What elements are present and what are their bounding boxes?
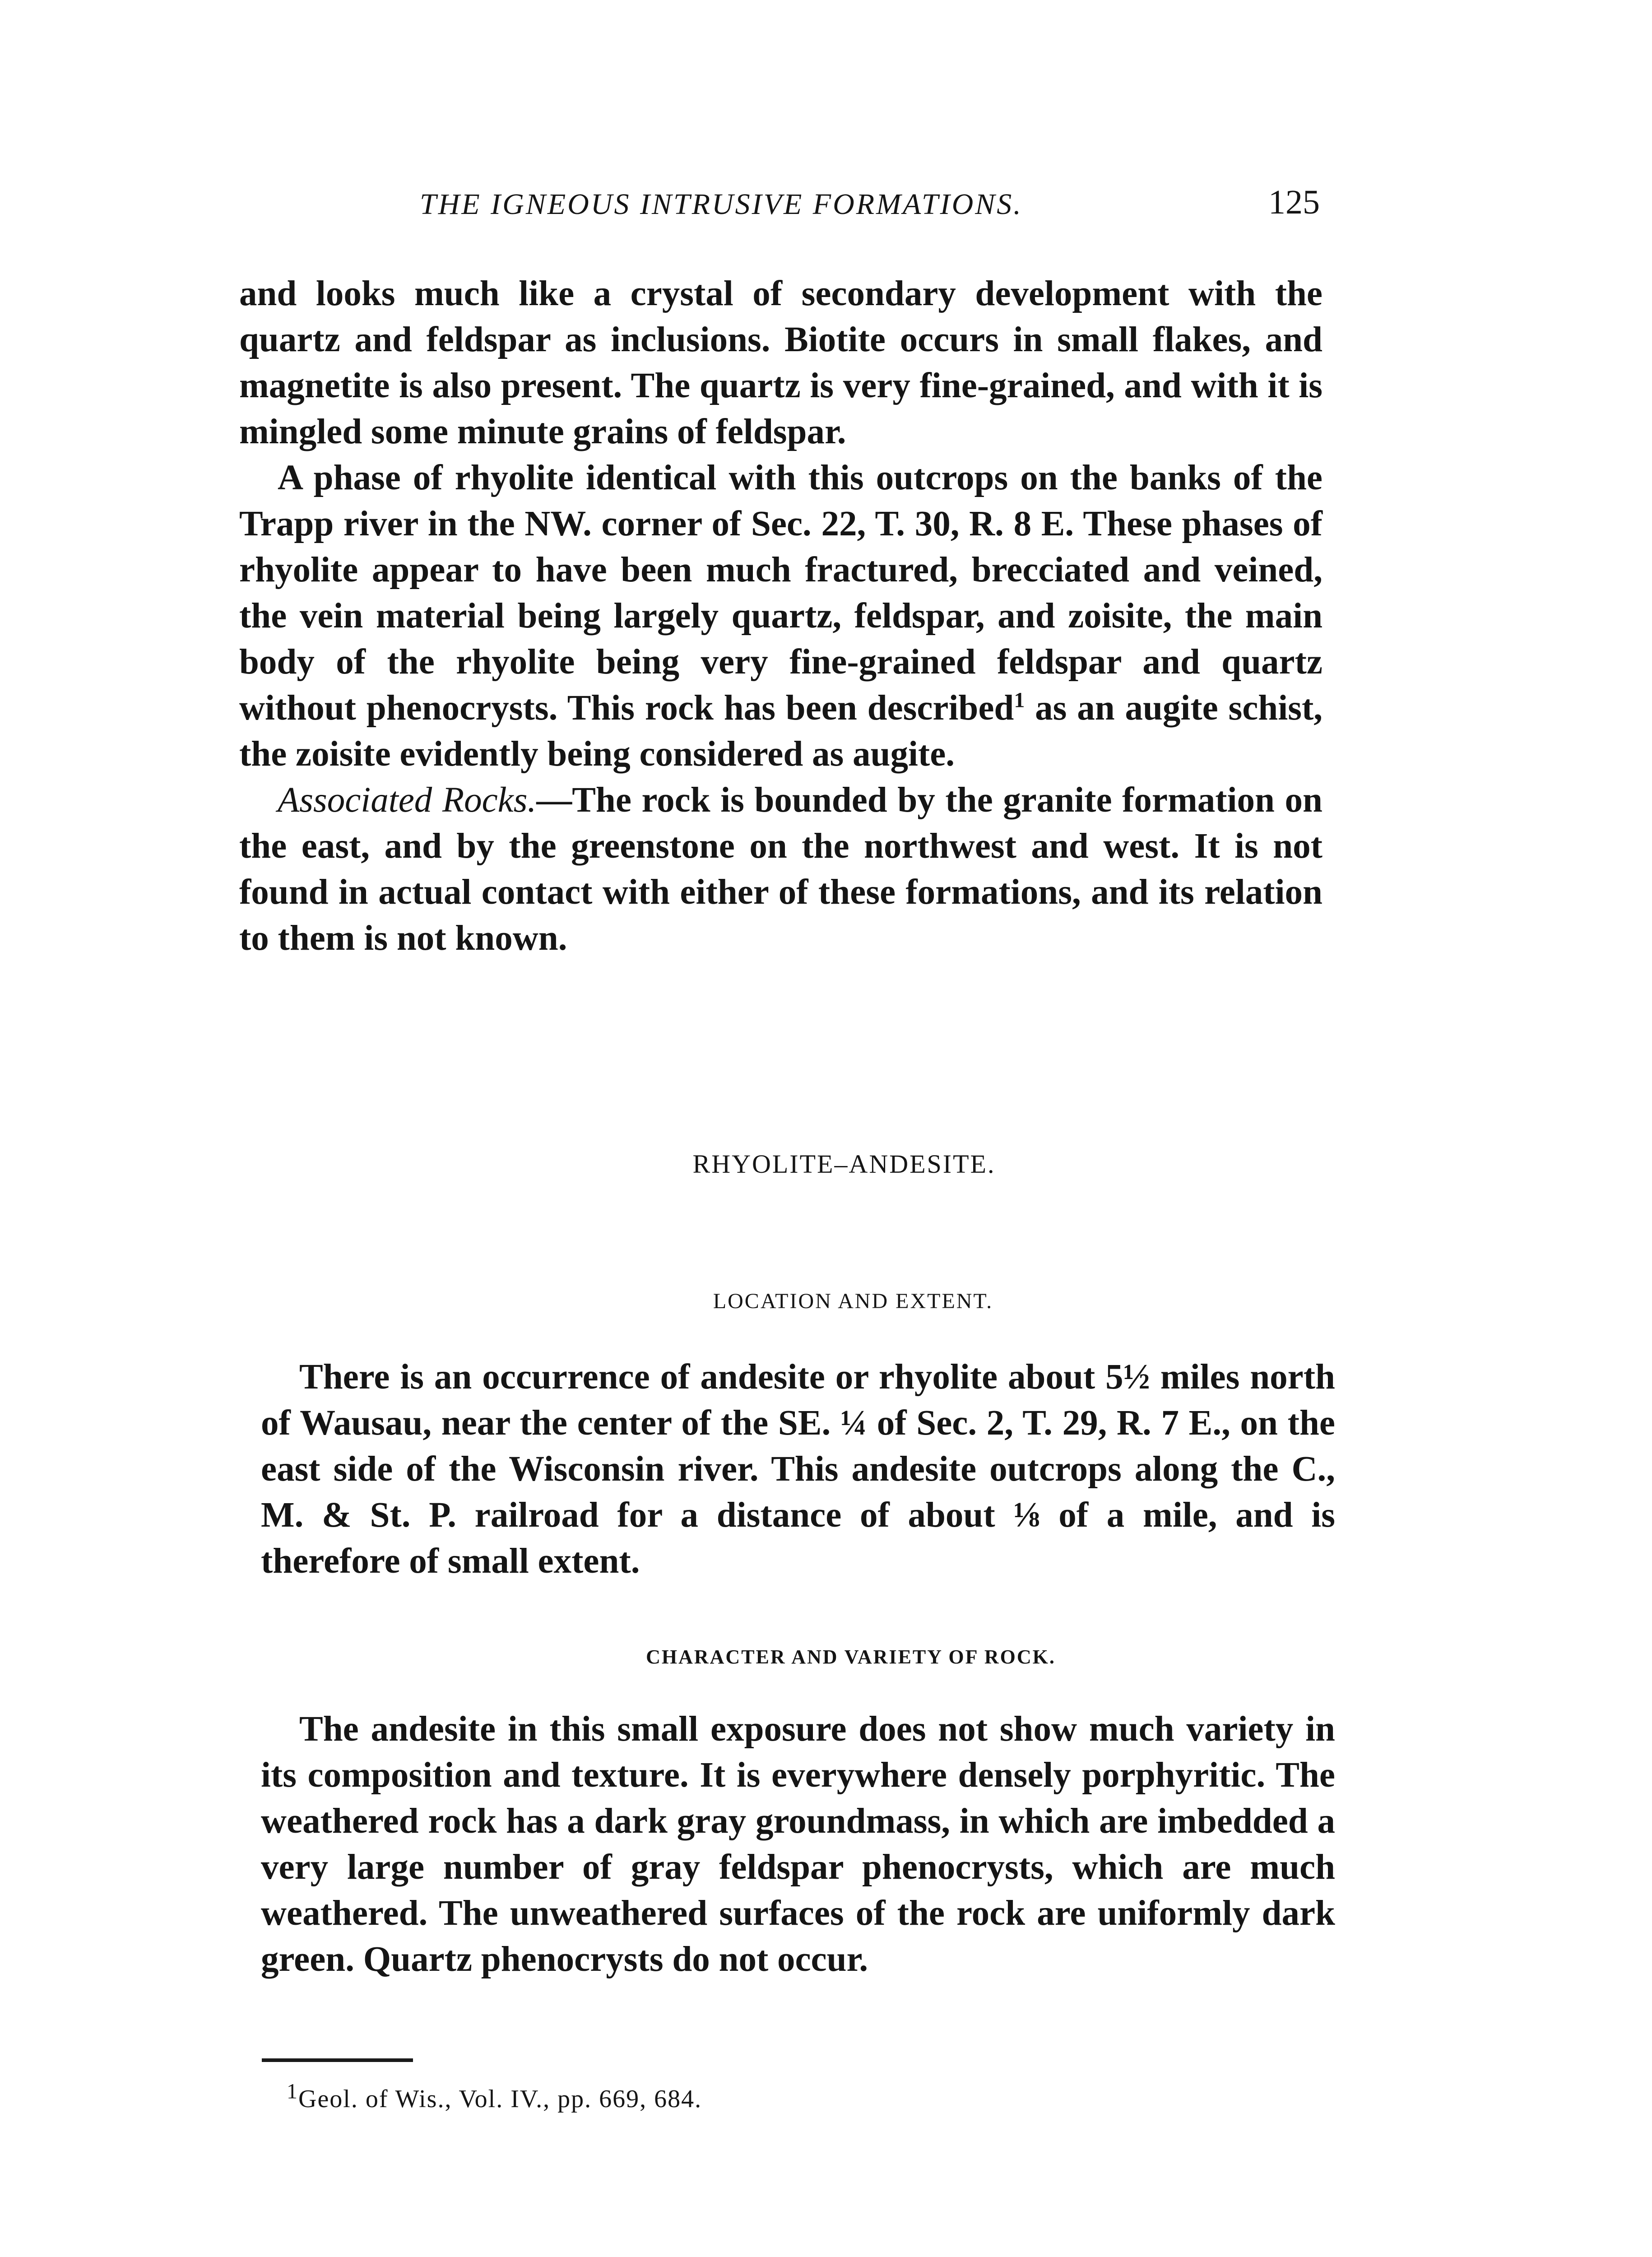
subsection-heading-location: LOCATION AND EXTENT. [713,1289,993,1313]
paragraph-text: A phase of rhyolite identical with this outcrops on the banks of the Trapp river in the NW. corner of Sec. 22, T. 30, R. 8 E. These phases of rhyolite appear to have been much fractured, brecciated and veined, the vein material being largely quartz, feldspar, and zoisite, the main body of the rhyolite being very fine-grained feldspar and quartz without phenocrysts. This rock has been described [239,458,1323,728]
footnote [287,2079,702,2113]
running-title: THE IGNEOUS INTRUSIVE FORMATIONS. [420,188,1023,221]
paragraph-continuation: and looks much like a crystal of secondary development with the quartz and feldspar as inclusions. Biotite occurs in small flakes, and magnetite is also present. The quartz is very fine-grained, and with it is mingled some minute grains of feldspar. [239,274,1323,451]
character-text-block [261,1706,1335,1983]
paragraph-body: —The rock is bounded by the granite formation on the east, and by the greenstone on the northwest and west. It is not found in actual contact with either of these formations, and its relation to them is not known. [239,780,1323,958]
paragraph-character: The andesite in this small exposure does not show much variety in its composition and texture. It is everywhere densely porphyritic. The weathered rock has a dark gray groundmass, in which are imbedded a very large number of gray feldspar phenocrysts, which are much weathered. The unweathered surfaces of the rock are uniformly dark green. Quartz phenocrysts do not occur. [261,1709,1335,1979]
paragraph-rhyolite-phase [239,455,1323,777]
section-heading: RHYOLITE–ANDESITE. [692,1149,996,1179]
paragraph-text-tail: as an augite schist, the zoisite evidently being considered as augite. [239,688,1323,774]
page-number: 125 [1268,183,1320,221]
footnote-mark: 1 [287,2079,298,2104]
footnote-divider [262,2058,413,2062]
location-text-block [261,1354,1335,1584]
subsection-heading-character: CHARACTER AND VARIETY OF ROCK. [646,1646,1056,1668]
continued-text-block [239,271,1323,961]
footnote-reference: 1 [1014,688,1025,712]
paragraph-lead-in: Associated Rocks. [278,780,537,820]
footnote-text: Geol. of Wis., Vol. IV., pp. 669, 684. [298,2085,702,2113]
paragraph-associated-rocks [239,777,1323,961]
paragraph-location: There is an occurrence of andesite or rhyolite about 5½ miles north of Wausau, near the center of the SE. ¼ of Sec. 2, T. 29, R. 7 E., on the east side of the Wisconsin river. This andesite outcrops along the C., M. & St. P. railroad for a distance of about ⅛ of a mile, and is therefore of small extent. [261,1357,1335,1581]
